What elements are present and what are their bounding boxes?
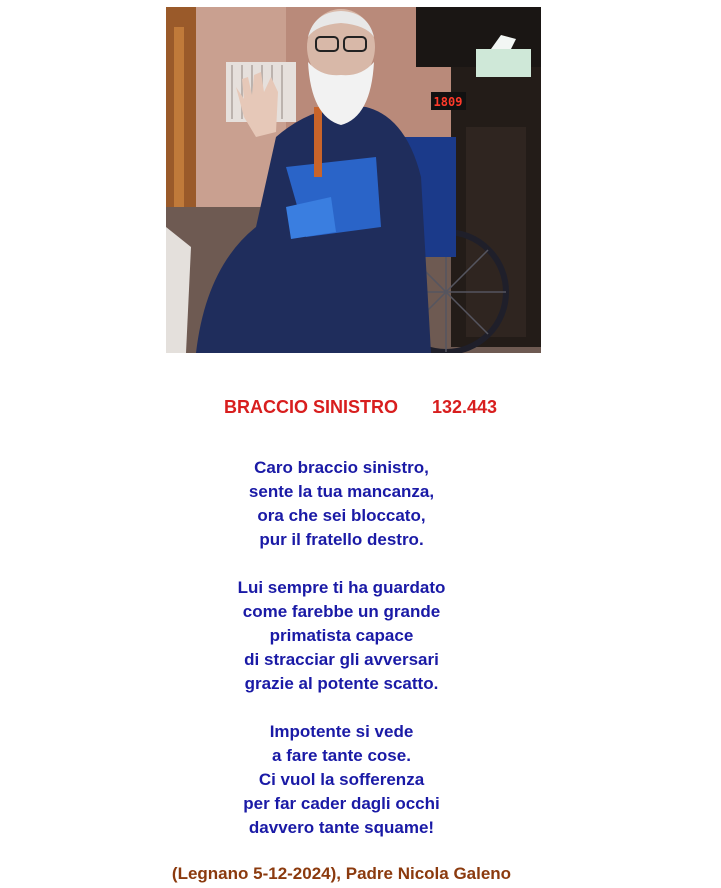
photo: [166, 7, 541, 353]
poem-line: primatista capace: [269, 626, 414, 645]
poem-line: Lui sempre ti ha guardato: [237, 578, 446, 597]
poem-line: pur il fratello destro.: [259, 530, 424, 549]
poem-stanza: [0, 720, 683, 840]
poem-line: a fare tante cose.: [272, 746, 411, 765]
poem-stanza: [0, 576, 683, 696]
poem-title: [0, 397, 721, 418]
poem-line: ora che sei bloccato,: [257, 506, 426, 525]
poem-line: di stracciar gli avversari: [244, 650, 439, 669]
poem-line: grazie al potente scatto.: [244, 674, 439, 693]
poem-stanza: [0, 456, 683, 552]
poem-line: Impotente si vede: [269, 722, 414, 741]
poem-title-text: BRACCIO SINISTRO: [223, 397, 398, 417]
poem-line: sente la tua mancanza,: [248, 482, 435, 501]
poem-line: per far cader dagli occhi: [243, 794, 440, 813]
signature: (Legnano 5-12-2024), Padre Nicola Galeno: [171, 864, 512, 883]
poem-body: [0, 456, 683, 864]
poem-line: davvero tante squame!: [248, 818, 435, 837]
poem-number: 132.443: [431, 397, 498, 417]
poem-line: Caro braccio sinistro,: [254, 458, 429, 477]
clock-readout: 1809: [433, 95, 463, 109]
poem-line: come farebbe un grande: [242, 602, 441, 621]
poem-line: Ci vuol la sofferenza: [258, 770, 425, 789]
